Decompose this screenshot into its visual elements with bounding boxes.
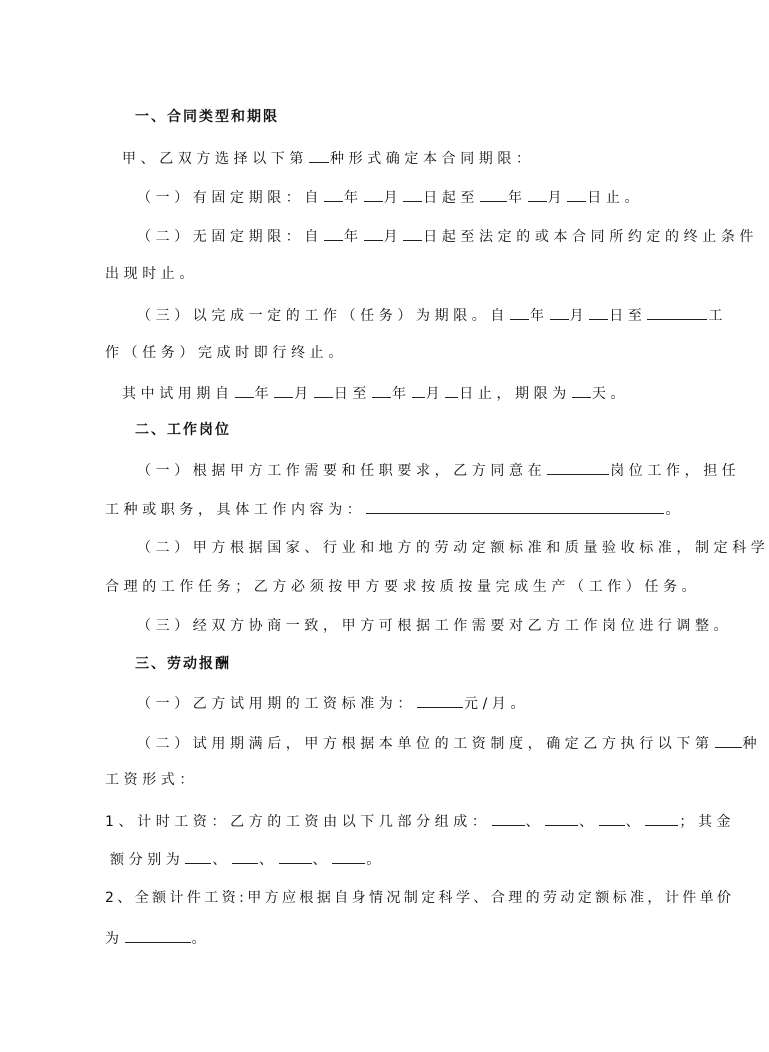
blank-field <box>510 304 529 320</box>
text-segment: 年 <box>254 386 274 402</box>
text-segment: 年 <box>344 190 363 206</box>
text-segment: 、 <box>525 814 545 830</box>
paragraph: 工资形式： <box>105 772 198 788</box>
blank-field <box>417 692 463 708</box>
paragraph <box>137 304 727 326</box>
text-segment: 。 <box>665 502 685 518</box>
text-segment: 、 <box>625 814 645 830</box>
text-segment: 月 <box>383 229 403 245</box>
text-segment: （二）无固定期限：自 <box>137 229 323 245</box>
text-segment: 年 <box>508 190 527 206</box>
paragraph <box>137 225 758 247</box>
text-segment: 额分别为 <box>110 852 185 868</box>
blank-field <box>309 147 329 163</box>
blank-field <box>372 382 391 398</box>
text-segment: （一）根据甲方工作需要和任职要求，乙方同意在 <box>137 463 547 479</box>
blank-field <box>235 382 254 398</box>
blank-field <box>332 848 365 864</box>
blank-field <box>364 186 383 202</box>
blank-field <box>480 186 507 202</box>
blank-field <box>572 382 591 398</box>
text-segment: 工种或职务，具体工作内容为： <box>105 502 366 518</box>
text-segment: 日至 <box>333 386 372 402</box>
blank-field <box>567 186 586 202</box>
text-segment: 年 <box>530 308 549 324</box>
paragraph: （二）甲方根据国家、行业和地方的劳动定额标准和质量验收标准，制定科学 <box>137 540 769 556</box>
blank-field <box>366 498 664 514</box>
paragraph: 出现时止。 <box>105 266 198 282</box>
text-segment: 天。 <box>591 386 630 402</box>
text-segment: 种 <box>742 736 762 752</box>
text-segment: 其中试用期自 <box>122 386 234 402</box>
text-segment: 月 <box>569 308 589 324</box>
text-segment: 、 <box>312 852 332 868</box>
text-segment: 日止。 <box>587 190 644 206</box>
blank-field <box>647 304 707 320</box>
blank-field <box>324 225 343 241</box>
blank-field <box>279 848 312 864</box>
text-segment: 、 <box>212 852 232 868</box>
text-segment: 工 <box>708 308 728 324</box>
blank-field <box>550 304 569 320</box>
blank-field <box>232 848 258 864</box>
blank-field <box>314 382 333 398</box>
paragraph <box>137 732 761 754</box>
text-segment: 种形式确定本合同期限： <box>330 151 535 167</box>
blank-field <box>445 382 458 398</box>
section-heading: 二、工作岗位 <box>135 422 231 438</box>
text-segment: 年 <box>392 386 411 402</box>
text-segment: 、 <box>259 852 278 868</box>
blank-field <box>185 848 211 864</box>
paragraph <box>137 459 740 481</box>
paragraph <box>137 692 529 714</box>
blank-field <box>364 225 383 241</box>
blank-field <box>547 459 609 475</box>
blank-field <box>403 225 422 241</box>
text-segment: 、 <box>579 814 598 830</box>
blank-field <box>589 304 608 320</box>
text-segment: 甲、乙双方选择以下第 <box>122 151 308 167</box>
text-segment: ；其金 <box>679 814 736 830</box>
text-segment: 月 <box>425 386 445 402</box>
text-segment: 元/月。 <box>464 696 530 712</box>
section-heading: 三、劳动报酬 <box>135 656 231 672</box>
paragraph <box>105 498 684 520</box>
blank-field <box>599 810 625 826</box>
text-segment: 为 <box>105 931 124 947</box>
paragraph <box>122 382 629 404</box>
blank-field <box>125 927 191 943</box>
paragraph <box>105 810 735 832</box>
text-segment: 月 <box>383 190 403 206</box>
paragraph: 合理的工作任务；乙方必须按甲方要求按质按量完成生产（工作）任务。 <box>105 579 701 595</box>
paragraph <box>137 186 643 208</box>
text-segment: 。 <box>366 852 385 868</box>
text-segment: 日止，期限为 <box>459 386 571 402</box>
blank-field <box>492 810 525 826</box>
blank-field <box>715 732 742 748</box>
text-segment: 日起至法定的或本合同所约定的终止条件 <box>423 229 759 245</box>
blank-field <box>324 186 343 202</box>
text-segment: （三）以完成一定的工作（任务）为期限。自 <box>137 308 509 324</box>
blank-field <box>645 810 678 826</box>
blank-field <box>545 810 578 826</box>
paragraph <box>122 147 535 169</box>
blank-field <box>403 186 422 202</box>
blank-field <box>274 382 293 398</box>
paragraph <box>110 848 385 870</box>
text-segment: （一）有固定期限：自 <box>137 190 323 206</box>
text-segment: 岗位工作，担任 <box>610 463 741 479</box>
text-segment: 。 <box>191 931 211 947</box>
text-segment: 月 <box>294 386 313 402</box>
text-segment: （二）试用期满后，甲方根据本单位的工资制度，确定乙方执行以下第 <box>137 736 714 752</box>
paragraph: 作（任务）完成时即行终止。 <box>105 345 347 361</box>
text-segment: 1、计时工资：乙方的工资由以下几部分组成： <box>105 814 491 830</box>
text-segment: 日起至 <box>423 190 480 206</box>
section-heading: 一、合同类型和期限 <box>135 109 279 125</box>
text-segment: （一）乙方试用期的工资标准为： <box>137 696 416 712</box>
paragraph: 2、全额计件工资:甲方应根据自身情况制定科学、合理的劳动定额标准，计件单价 <box>105 890 735 906</box>
paragraph: （三）经双方协商一致，甲方可根据工作需要对乙方工作岗位进行调整。 <box>137 618 733 634</box>
text-segment: 年 <box>344 229 363 245</box>
paragraph <box>105 927 210 949</box>
blank-field <box>528 186 547 202</box>
text-segment: 日至 <box>609 308 647 324</box>
blank-field <box>412 382 425 398</box>
text-segment: 月 <box>547 190 567 206</box>
